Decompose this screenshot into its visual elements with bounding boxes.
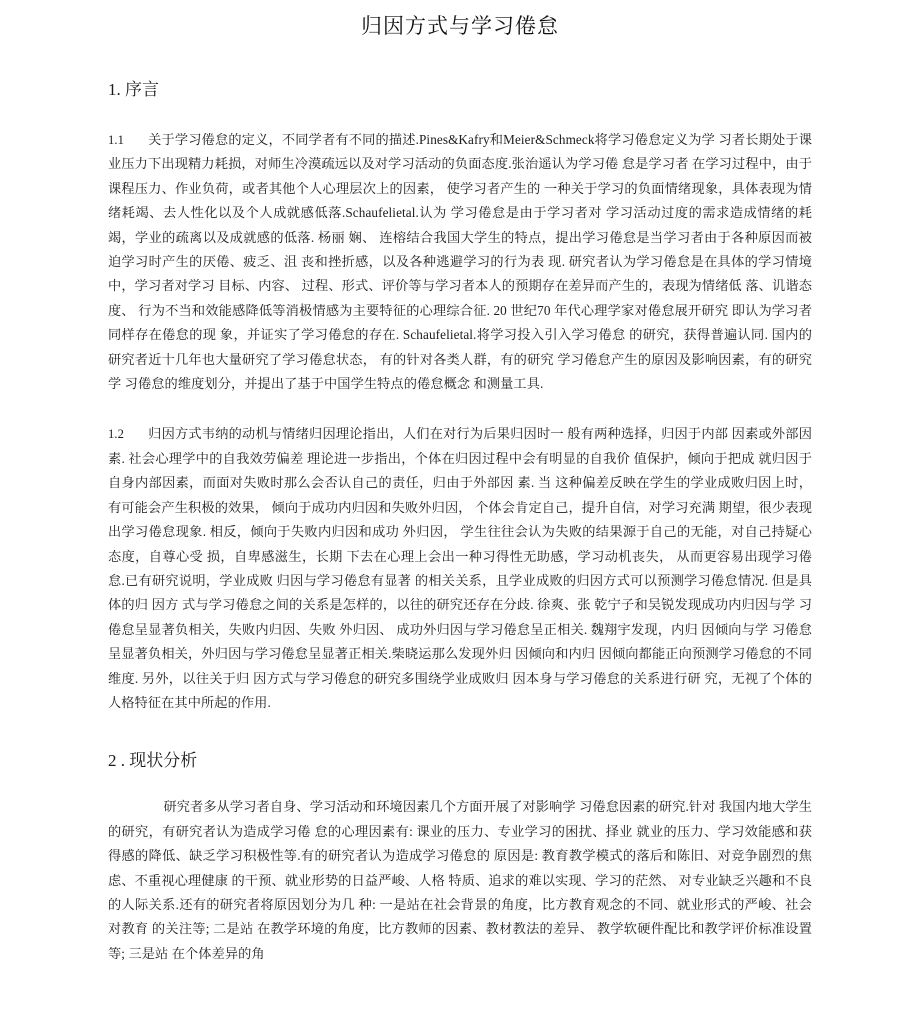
paragraph-text-1-1: 关于学习倦怠的定义，不同学者有不同的描述.Pines&Kafry和Meier&Schmeck将学习倦怠定义为学 习者长期处于课业压力下出现精力耗损，对师生冷漠疏远以及对学习活动的负面态度.张治遥认为学习倦 怠是学习者 在学习过程中，由于课程压力、作业负荷，或者其他个人心理层次上的因素， 使学习者产生的 一种关于学习的负面情绪现象，具体表现为情绪耗竭、去人性化以及个人成就感低落.Schaufelietal.认为 学习倦怠是由于学习者对 学习活动过度的需求造成情绪的耗竭，学业的疏离以及成就感的低落. 杨丽 娴、 连榕结合我国大学生的特点，提出学习倦怠是当学习者由于各种原因而被迫学习时产生的厌倦、疲乏、沮 丧和挫折感，以及各种逃避学习的行为表 现. 研究者认为学习倦怠是在具体的学习情境中，学习者对学习 目标、内容、 过程、形式、评价等与学习者本人的预期存在差异而产生的，表现为情绪低 落、讥谐态度、 行为不当和效能感降低等消极情感为主要特征的心理综合征. 20 世纪70 年代心理学家对倦怠展开研究 即认为学习者同样存在倦怠的现 象，并证实了学习倦怠的存在. Schaufelietal.将学习投入引入学习倦怠 的研究，获得普遍认同. 国内的研究者近十几年也大量研究了学习倦怠状态， 有的针对各类人群，有的研究 学习倦怠产生的原因及影响因素，有的研究学 习倦怠的维度划分，并提出了基于中国学生特点的倦怠概念 和测量工具. <box>108 132 812 392</box>
paragraph-number-1-1: 1.1 <box>108 133 125 147</box>
paragraph-1-2 <box>108 422 812 715</box>
paragraph-number-1-2: 1.2 <box>108 427 125 442</box>
section-heading-1: 1. 序言 <box>108 80 159 99</box>
paragraph-2-1: 研究者多从学习者自身、学习活动和环境因素几个方面开展了对影响学 习倦怠因素的研究.针对 我国内地大学生的研究，有研究者认为造成学习倦 怠的心理因素有: 课业的压力、专业学习的困扰、择业 就业的压力、学习效能感和获得感的降低、缺乏学习积极性等.有的研究者认为造成学习倦怠的 原因是: 教育教学模式的落后和陈旧、对竞争剧烈的焦虑、不重视心理健康 的干预、就业形势的日益严峻、人格 特质、追求的难以实现、学习的茫然、 对专业缺乏兴趣和不良的人际关系.还有的研究者将原因划分为几 种: 一是站在社会背景的角度，比方教育观念的不同、就业形式的严峻、社会对教育 的关注等; 二是站 在教学环境的角度，比方教师的因素、教材教法的差异、 教学软硬件配比和教学评价标准设置等; 三是站 在个体差异的角 <box>108 799 812 961</box>
paragraph-1-1 <box>108 128 812 396</box>
section-heading-2: 2 . 现状分析 <box>108 751 198 771</box>
paragraph-text-1-2: 归因方式韦纳的动机与情绪归因理论指出，人们在对行为后果归因时一 般有两种选择，归因于内部 因素或外部因素. 社会心理学中的自我效劳偏差 理论进一步指出，个体在归因过程中会有明显的自我价 值保护，倾向于把成 就归因于自身内部因素，而面对失败时那么会否认自己的责任，归由于外部因 素. 当 这种偏差反映在学生的学业成败归因上时，有可能会产生积极的效果， 倾向于成功内归因和失败外归因， 个体会肯定自己，提升自信，对学习充满 期望，很少表现出学习倦怠现象. 相反，倾向于失败内归因和成功 外归因， 学生往往会认为失败的结果源于自己的无能，对自己持疑心态度，自尊心受 损，自卑感滋生，长期 下去在心理上会出一种习得性无助感，学习动机丧失， 从而更容易出现学习倦怠.已有研究说明，学业成败 归因与学习倦怠有显著 的相关关系，且学业成败的归因方式可以预测学习倦怠情况. 但是具体的归 因方 式与学习倦怠之间的关系是怎样的，以往的研究还存在分歧. 徐爽、张 乾宁子和吴锐发现成功内归因与学 习倦怠呈显著负相关，失败内归因、失败 外归因、 成功外归因与学习倦怠呈正相关. 魏翔宇发现，内归 因倾向与学 习倦怠呈显著负相关，外归因与学习倦怠呈显著正相关.柴晓运那么发现外归 因倾向和内归 因倾向都能正向预测学习倦怠的不同维度. 另外，以往关于归 因方式与学习倦怠的研究多围绕学业成败归 因本身与学习倦怠的关系进行研 究，无视了个体的人格特征在其中所起的作用. <box>108 426 812 710</box>
page-title: 归因方式与学习倦怠 <box>361 14 559 38</box>
